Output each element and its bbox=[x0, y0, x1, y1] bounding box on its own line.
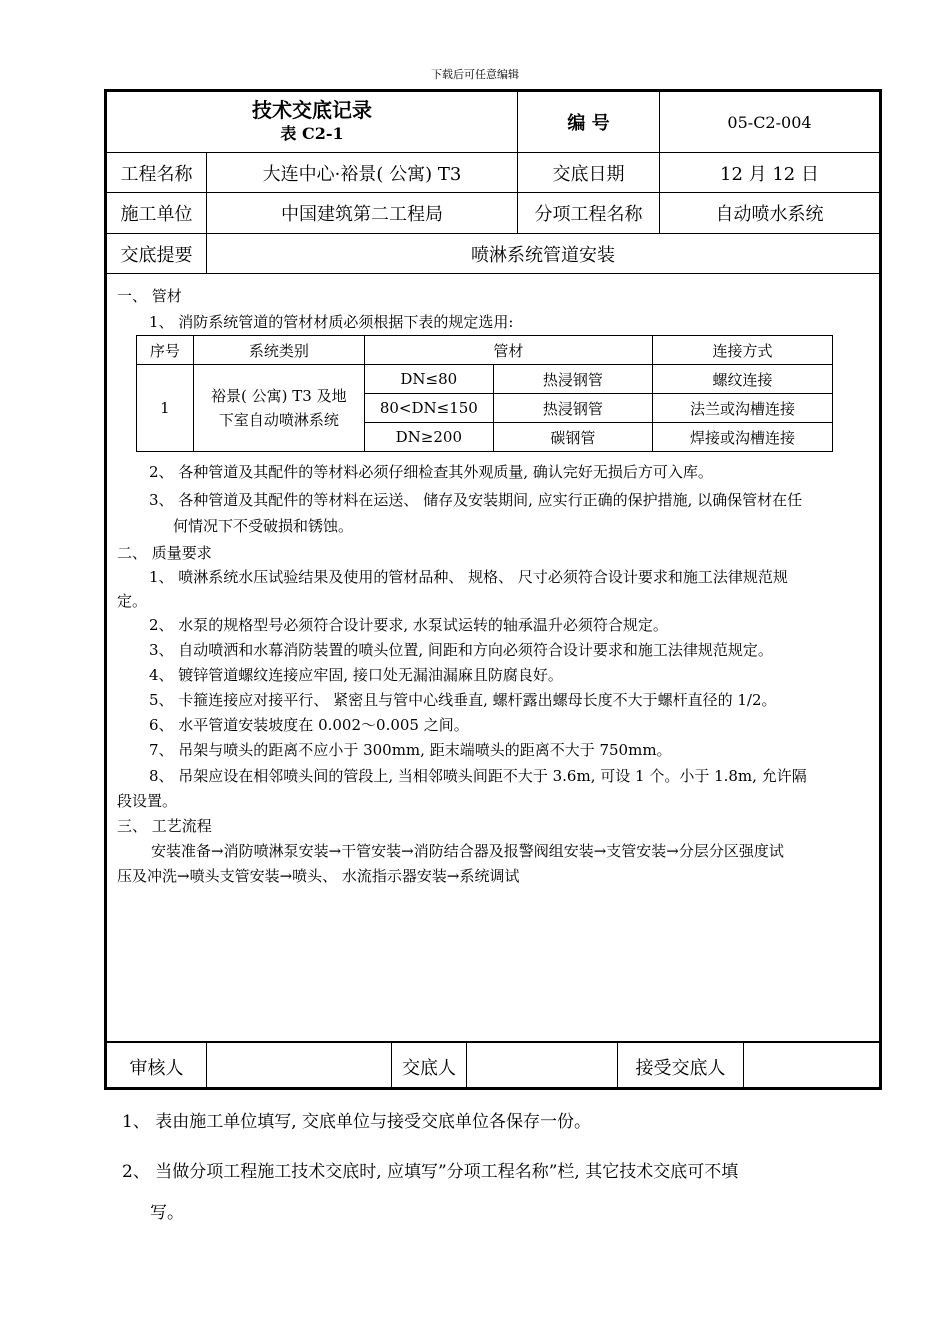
table-row bbox=[137, 365, 833, 394]
summary: 喷淋系统管道安装 bbox=[471, 244, 615, 266]
section2-item: 8、 吊架应设在相邻喷头间的管段上, 当相邻喷头间距不大于 3.6m, 可设 1 个。小于 1.8m, 允许隔 bbox=[149, 767, 807, 785]
system-type: 裕景( 公寓) T3 及地 下室自动喷淋系统 bbox=[193, 365, 364, 452]
form-title bbox=[107, 92, 517, 152]
section2-item: 6、 水平管道安装坡度在 0.002～0.005 之间。 bbox=[149, 716, 469, 734]
row-number: 1 bbox=[137, 365, 194, 452]
process-flow: 安装准备→消防喷淋泵安装→干管安装→消防结合器及报警阀组安装→支管安装→分层分区强度试 bbox=[151, 842, 784, 860]
footnote: 1、 表由施工单位填写, 交底单位与接受交底单位各保存一份。 bbox=[122, 1112, 592, 1132]
section2-item: 7、 吊架与喷头的距离不应小于 300mm, 距末端喷头的距离不大于 750mm。 bbox=[149, 741, 672, 759]
receiver-label: 接受交底人 bbox=[635, 1057, 726, 1079]
project-name-label: 工程名称 bbox=[120, 163, 193, 185]
summary-label: 交底提要 bbox=[120, 244, 193, 266]
pipe-size: DN≥200 bbox=[364, 423, 493, 452]
section2-item: 5、 卡箍连接应对接平行、 紧密且与管中心线垂直, 螺杆露出螺母长度不大于螺杆直径的 1/2。 bbox=[149, 691, 777, 709]
section1-item: 2、 各种管道及其配件的等材料必须仔细检查其外观质量, 确认完好无损后方可入库。 bbox=[149, 463, 713, 481]
connection-method: 螺纹连接 bbox=[652, 365, 832, 394]
receiver-signature-field[interactable] bbox=[744, 1043, 879, 1090]
discloser-signature-field[interactable] bbox=[467, 1043, 617, 1090]
disclosure-date: 12 月 12 日 bbox=[720, 163, 819, 185]
section1-item: 1、 消防系统管道的管材材质必须根据下表的规定选用: bbox=[149, 313, 514, 331]
process-flow-cont: 压及冲洗→喷头支管安装→喷头、 水流指示器安装→系统调试 bbox=[117, 867, 520, 885]
number-value: 05-C2-004 bbox=[727, 112, 812, 132]
pipe-size: 80<DN≤150 bbox=[364, 394, 493, 423]
section1-item-cont: 何情况下不受破损和锈蚀。 bbox=[173, 517, 354, 535]
footnote-cont: 写。 bbox=[150, 1203, 184, 1223]
discloser-label: 交底人 bbox=[402, 1057, 456, 1079]
section1-item: 3、 各种管道及其配件的等材料在运送、 储存及安装期间, 应实行正确的保护措施, 以确保管材在任 bbox=[149, 491, 803, 509]
reviewer-label: 审核人 bbox=[129, 1057, 184, 1079]
subitem-label: 分项工程名称 bbox=[534, 204, 643, 225]
pipe-material: 热浸钢管 bbox=[493, 394, 652, 423]
page-title: 技术交底记录 bbox=[252, 98, 372, 122]
footnote: 2、 当做分项工程施工技术交底时, 应填写”分项工程名称”栏, 其它技术交底可不填 bbox=[122, 1162, 739, 1182]
row-divider bbox=[107, 273, 879, 274]
pipe-material: 热浸钢管 bbox=[493, 365, 652, 394]
top-note: 下载后可任意编辑 bbox=[431, 68, 519, 81]
subitem-name: 自动喷水系统 bbox=[715, 204, 824, 225]
table-header: 管材 bbox=[364, 336, 652, 365]
connection-method: 法兰或沟槽连接 bbox=[652, 394, 832, 423]
date-label: 交底日期 bbox=[552, 163, 625, 185]
section2-item: 2、 水泵的规格型号必须符合设计要求, 水泵试运转的轴承温升必须符合规定。 bbox=[149, 616, 668, 634]
project-name: 大连中心·裕景( 公寓) T3 bbox=[262, 163, 462, 185]
table-header-row bbox=[137, 336, 833, 365]
section2-item-cont: 段设置。 bbox=[117, 792, 178, 810]
pipe-material: 碳钢管 bbox=[493, 423, 652, 452]
table-header: 序号 bbox=[137, 336, 194, 365]
number-label: 编 号 bbox=[567, 113, 610, 134]
section2-heading: 二、 质量要求 bbox=[117, 544, 212, 562]
contractor-label: 施工单位 bbox=[120, 204, 193, 225]
pipe-size: DN≤80 bbox=[364, 365, 493, 394]
section3-heading: 三、 工艺流程 bbox=[117, 817, 212, 835]
section2-item: 1、 喷淋系统水压试验结果及使用的管材品种、 规格、 尺寸必须符合设计要求和施工法律规范规 bbox=[149, 568, 788, 586]
table-header: 连接方式 bbox=[652, 336, 832, 365]
form-code: 表 C2-1 bbox=[280, 124, 344, 143]
disclosure-form bbox=[104, 89, 882, 1090]
contractor: 中国建筑第二工程局 bbox=[281, 204, 443, 225]
section2-item-cont: 定。 bbox=[117, 592, 148, 610]
connection-method: 焊接或沟槽连接 bbox=[652, 423, 832, 452]
section2-item: 3、 自动喷洒和水幕消防装置的喷头位置, 间距和方向必须符合设计要求和施工法律规范规定。 bbox=[149, 641, 773, 659]
pipe-material-table bbox=[136, 335, 833, 452]
section2-item: 4、 镀锌管道螺纹连接应牢固, 接口处无漏油漏麻且防腐良好。 bbox=[149, 666, 563, 684]
table-header: 系统类别 bbox=[193, 336, 364, 365]
reviewer-signature-field[interactable] bbox=[207, 1043, 391, 1090]
section1-heading: 一、 管材 bbox=[117, 287, 182, 305]
